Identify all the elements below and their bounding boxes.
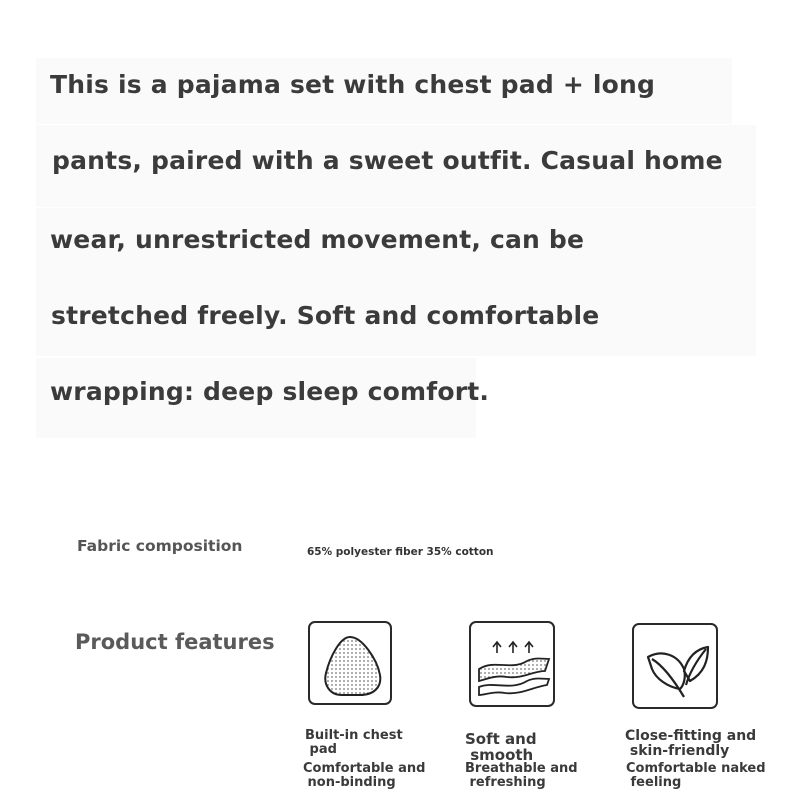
feature-title: Close-fitting and skin-friendly [625,728,757,759]
soft-layers-icon [469,621,555,707]
feature-description: Comfortable and non-binding [303,761,426,790]
fabric-composition-label: Fabric composition [77,537,243,555]
intro-line: stretched freely. Soft and comfortable [51,301,600,330]
feature-description: Comfortable naked feeling [626,761,766,790]
fabric-composition-value: 65% polyester fiber 35% cotton [307,546,494,558]
chest-pad-icon [308,621,392,705]
intro-line: wear, unrestricted movement, can be [50,225,585,254]
product-features-label: Product features [75,630,275,654]
feature-description: Breathable and refreshing [465,761,578,790]
intro-line: wrapping: deep sleep comfort. [50,377,490,406]
leaf-icon [632,623,718,709]
intro-line: pants, paired with a sweet outfit. Casual home [52,146,723,175]
feature-title: Soft and smooth [465,730,537,764]
intro-line: This is a pajama set with chest pad + long [50,70,656,99]
feature-title: Built-in chest pad [305,728,403,757]
